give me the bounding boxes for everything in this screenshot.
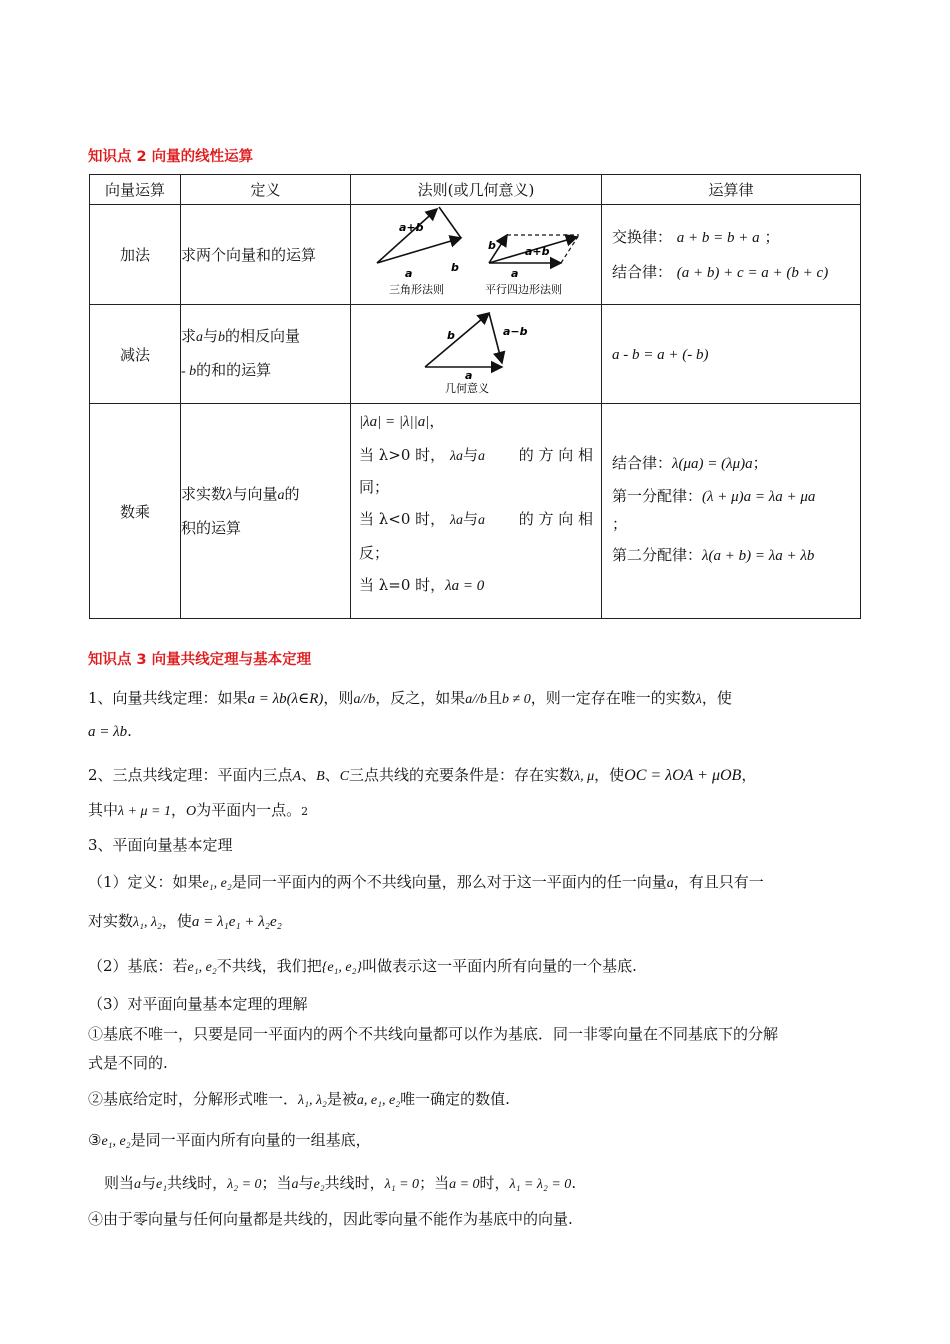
p10-i: . [571, 1174, 577, 1192]
op-name-subtraction: 减法 [90, 305, 181, 404]
law-mul-dist2: λ(a + b) = λa + λb [702, 547, 815, 564]
def-sub-text2: 与 [203, 327, 219, 345]
point3-line1 [88, 1129, 371, 1150]
p2-eq2: λ + μ = 1 [118, 804, 172, 819]
table-row-addition [90, 205, 861, 305]
p2-A: A [292, 769, 302, 784]
def-sub-b: b [218, 330, 226, 345]
law-commutative: a + b = b + a [676, 229, 760, 246]
law-mul-assoc: λ(μa) = (λμ)a [672, 455, 753, 472]
p9-e: e₁, e₂ [101, 1134, 131, 1149]
point2-line [88, 1088, 510, 1109]
sub-b-vector [425, 313, 489, 367]
law-addition [602, 205, 861, 305]
svg-text:a: a [465, 369, 473, 382]
def-sub-neg-b: - b [181, 364, 197, 379]
section3-title: 知识点 3 向量共线定理与基本定理 [88, 652, 312, 668]
def-addition: 求两个向量和的运算 [181, 205, 351, 305]
law-mul-dist1-label: 第一分配律： [612, 486, 703, 505]
p2-sep2: 、 [324, 766, 340, 784]
p10-eq2: λ₁ = 0 [384, 1177, 420, 1192]
def-subtraction [181, 305, 351, 404]
law-associative: (a + b) + c = a + (b + c) [676, 264, 829, 281]
p4-c: ，有且只有一 [673, 873, 764, 891]
p2-B: B [316, 769, 325, 784]
p10-e1: e₁ [156, 1177, 168, 1192]
law-associative-label: 结合律： [612, 262, 673, 281]
linear-operations-table [89, 174, 861, 619]
def-mul-a: a [277, 488, 285, 503]
p4-va: a [666, 876, 674, 891]
rule-abs-end: ， [429, 412, 445, 430]
p8-vars: a, e₁, e₂ [356, 1093, 401, 1108]
p4-a: （1）定义：如果 [88, 873, 203, 891]
table-header-row [90, 175, 861, 205]
law-mul-dist1: (λ + μ)a = λa + μa [702, 488, 816, 505]
p8-a: ②基底给定时，分解形式唯一． [88, 1090, 299, 1108]
p5-set: {e₁, e₂} [321, 960, 363, 975]
rule1-f: 同； [359, 478, 390, 496]
p10-va: a [134, 1177, 142, 1192]
def-mul-lambda: λ [226, 487, 233, 503]
p1-d: 且 [487, 689, 503, 707]
point1-line1: ①基底不唯一，只要是同一平面内的两个不共线向量都可以作为基底．同一非零向量在不同基底下的分解 [88, 1025, 779, 1043]
three-point-line1 [88, 764, 756, 785]
p1-f4: b ≠ 0 [502, 692, 531, 707]
p1-f2: a//b [353, 692, 376, 707]
p1-f3: a//b [465, 692, 488, 707]
svg-text:b: b [488, 239, 496, 252]
rule2-f: 反； [359, 544, 390, 562]
p4-lams: λ₁, λ₂ [133, 915, 162, 930]
rule3-a: 当 λ=0 时， [359, 576, 446, 594]
table-row-scalar [90, 404, 861, 619]
p4-b: 是同一平面内的两个不共线向量，那么对于这一平面内的任一向量 [231, 873, 667, 891]
p2-h: 2 [301, 805, 309, 818]
rule2-c: 与 [463, 510, 479, 528]
law-mul-dist2-label: 第二分配律： [612, 545, 703, 564]
p8-b: 是被 [326, 1090, 357, 1108]
def-sub-a: a [196, 330, 204, 345]
def-scalar [181, 404, 351, 619]
collinear-theorem-line1 [88, 687, 732, 708]
svg-text:a+b: a+b [399, 221, 424, 234]
def-sub-text1: 求 [181, 327, 197, 345]
svg-text:a−b: a−b [503, 325, 528, 338]
rule2-e: 的 方 向 相 [518, 510, 593, 528]
p8-lams: λ₁, λ₂ [298, 1093, 327, 1108]
rule1-e: 的 方 向 相 [518, 446, 593, 464]
para-label: 平行四边形法则 [485, 283, 562, 296]
p10-eq4: λ₁ = λ₂ = 0 [509, 1177, 572, 1192]
p1-b: ，则 [323, 689, 354, 707]
p1-f5: λ [695, 692, 702, 707]
table-row-subtraction [90, 305, 861, 404]
point3-line2 [104, 1172, 576, 1193]
p2-g: 为平面内一点。 [196, 801, 302, 819]
def-sub-text3: 的相反向量 [225, 327, 301, 345]
header-operation: 向量运算 [90, 175, 181, 205]
rule2-b: λa [449, 513, 464, 528]
p5-a: （2）基底：若 [88, 957, 188, 975]
svg-text:b: b [447, 329, 455, 342]
def-mul-text2: 与向量 [232, 485, 278, 503]
rule-subtraction [351, 305, 602, 404]
p1-f6: a = λb [88, 724, 128, 740]
def-sub-text5: 的和的运算 [196, 361, 272, 379]
law-subtraction-formula: a - b = a + (- b) [612, 346, 709, 363]
header-rule: 法则(或几何意义) [351, 175, 602, 205]
point4-line: ④由于零向量与任何向量都是共线的，因此零向量不能作为基底中的向量. [88, 1210, 573, 1228]
definition-line1 [88, 871, 764, 892]
tri-a-vector [377, 238, 461, 263]
law-mul-assoc-label: 结合律： [612, 453, 673, 472]
p2-eq: OC = λOA + μOB [624, 767, 742, 784]
p10-d: ；当 [261, 1174, 292, 1192]
rule1-d: a [478, 449, 486, 464]
three-point-line2 [88, 799, 308, 820]
p4-f: ，使 [161, 912, 192, 930]
geo-label: 几何意义 [445, 382, 489, 395]
def-mul-text4: 积的运算 [181, 519, 242, 537]
p1-g: ，使 [701, 689, 732, 707]
p2-f: ， [171, 801, 187, 819]
understanding-title: （3）对平面向量基本定理的理解 [88, 995, 308, 1013]
section2-title: 知识点 2 向量的线性运算 [88, 149, 254, 165]
p10-f: 共线时， [324, 1174, 385, 1192]
p4-e: e₁, e₂ [202, 876, 232, 891]
p2-C: C [339, 769, 350, 784]
p10-a: 则当 [104, 1174, 135, 1192]
svg-text:a: a [511, 267, 519, 280]
p5-c: 叫做表示这一平面内所有向量的一个基底. [362, 957, 637, 975]
law-mul-dist1-end: ； [612, 514, 628, 533]
law-commutative-end: ； [764, 227, 780, 246]
def-mul-text3: 的 [284, 485, 300, 503]
p9-a: ③ [88, 1131, 102, 1149]
rule1-b: λa [449, 449, 464, 464]
op-name-scalar: 数乘 [90, 404, 181, 619]
rule-scalar [351, 404, 602, 619]
p10-h: 时， [479, 1174, 510, 1192]
law-subtraction [602, 305, 861, 404]
law-scalar [602, 404, 861, 619]
basic-theorem-title: 3、平面向量基本定理 [88, 836, 233, 854]
p2-sep1: 、 [301, 766, 317, 784]
svg-text:b: b [451, 261, 459, 274]
p2-c: ，使 [594, 766, 625, 784]
p10-va2: a [291, 1177, 299, 1192]
p1-c: ，反之，如果 [375, 689, 466, 707]
p8-c: 唯一确定的数值. [400, 1090, 510, 1108]
p1-f1: a = λb(λ∈R) [247, 691, 324, 707]
p1-e: ，则一定存在唯一的实数 [530, 689, 696, 707]
rule1-c: 与 [463, 446, 479, 464]
addition-diagram [351, 205, 600, 304]
p2-O: O [186, 804, 197, 819]
law-mul-assoc-end: ； [752, 453, 768, 472]
p1-h: . [127, 722, 132, 740]
header-law: 运算律 [602, 175, 861, 205]
p2-d: ， [741, 766, 757, 784]
p10-b: 与 [141, 1174, 157, 1192]
collinear-theorem-line2 [88, 722, 132, 741]
svg-text:a+b: a+b [525, 245, 550, 258]
p4-d: 对实数 [88, 912, 134, 930]
rule3-b: λa = 0 [445, 578, 485, 594]
point1-line2: 式是不同的. [88, 1054, 168, 1072]
p10-e: 与 [298, 1174, 314, 1192]
subtraction-diagram [351, 305, 600, 403]
p2-b: 三点共线的充要条件是：存在实数 [349, 766, 575, 784]
p4-eq: a = λ₁e₁ + λ₂e₂ [191, 914, 282, 930]
op-name-addition: 加法 [90, 205, 181, 305]
p10-eq1: λ₂ = 0 [227, 1177, 262, 1192]
header-definition: 定义 [181, 175, 351, 205]
rule1-a: 当 λ>0 时， [359, 446, 446, 464]
p5-b: 不共线，我们把 [216, 957, 322, 975]
p1-a: 1、向量共线定理：如果 [88, 689, 248, 707]
p10-e2: e₂ [313, 1177, 325, 1192]
svg-text:a: a [405, 267, 413, 280]
rule2-a: 当 λ<0 时， [359, 510, 446, 528]
basis-line [88, 955, 637, 976]
rule2-d: a [478, 513, 486, 528]
tri-b-vector [439, 207, 461, 238]
sub-diff-vector [489, 313, 502, 363]
p2-e: 其中 [88, 801, 119, 819]
p9-b: 是同一平面内所有向量的一组基底， [130, 1131, 371, 1149]
p2-lm: λ, μ [574, 769, 595, 784]
rule-addition [351, 205, 602, 305]
p10-c: 共线时， [167, 1174, 228, 1192]
definition-line2 [88, 910, 282, 931]
tri-label: 三角形法则 [389, 283, 444, 296]
p10-g: ；当 [419, 1174, 450, 1192]
p2-a: 2、三点共线定理：平面内三点 [88, 766, 293, 784]
p10-eq3: a = 0 [449, 1177, 480, 1192]
p5-e: e₁, e₂ [187, 960, 217, 975]
law-commutative-label: 交换律： [612, 227, 673, 246]
rule-abs: |λa| = |λ||a| [359, 414, 430, 430]
def-mul-text1: 求实数 [181, 485, 227, 503]
